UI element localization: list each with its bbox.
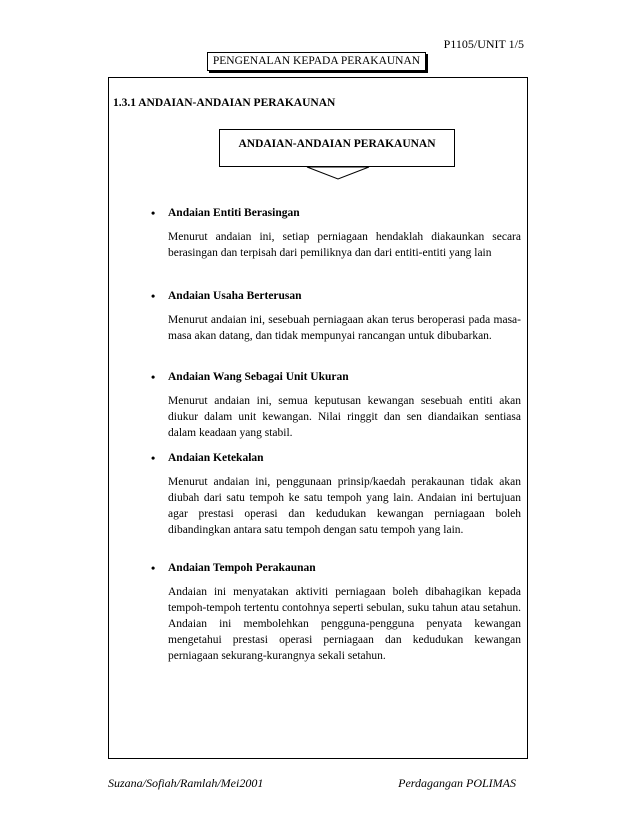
down-arrow-icon (306, 166, 370, 180)
bullet-icon: • (151, 561, 156, 575)
list-item (151, 371, 523, 441)
content-frame (108, 77, 528, 759)
bullet-icon: • (151, 451, 156, 465)
bullet-icon: • (151, 370, 156, 384)
item-heading (151, 562, 523, 574)
item-title: Andaian Entiti Berasingan (168, 207, 300, 219)
item-body: Menurut andaian ini, penggunaan prinsip/kaedah perakaunan tidak akan diubah dari satu tempoh ke satu tempoh yang lain. Andaian ini bertujuan agar prestasi operasi dan kedudukan kewangan perniagaan boleh dibandingkan antara satu tempoh dengan satu tempoh yang lain. (168, 476, 521, 536)
item-body: Menurut andaian ini, sesebuah perniagaan akan terus beroperasi pada masa-masa akan datang, dan tidak mempunyai rancangan untuk dibubarkan. (168, 314, 521, 342)
section-heading: 1.3.1 ANDAIAN-ANDAIAN PERAKAUNAN (113, 97, 336, 109)
item-heading (151, 452, 523, 464)
assumptions-title-box: ANDAIAN-ANDAIAN PERAKAUNAN (219, 129, 455, 167)
item-heading (151, 290, 523, 302)
page-code: P1105/UNIT 1/5 (443, 37, 524, 51)
item-title: Andaian Wang Sebagai Unit Ukuran (168, 371, 349, 383)
item-title: Andaian Tempoh Perakaunan (168, 562, 316, 574)
item-body: Andaian ini menyatakan aktiviti perniagaan boleh dibahagikan kepada tempoh-tempoh tertentu contohnya seperti sebulan, suku tahun atau setahun. Andaian ini membolehkan pengguna-pengguna penyata kewangan mengetahui prestasi operasi perniagaan dan kedudukan kewangan perniagaan sekurang-kurangnya sekali setahun. (168, 586, 521, 662)
unit-title: PENGENALAN KEPADA PERAKAUNAN (207, 52, 426, 71)
item-heading (151, 371, 523, 383)
list-item (151, 562, 523, 664)
item-title: Andaian Ketekalan (168, 452, 264, 464)
list-item (151, 290, 523, 344)
footer-institution: Perdagangan POLIMAS (398, 776, 516, 790)
list-item (151, 452, 523, 538)
item-heading (151, 207, 523, 219)
item-title: Andaian Usaha Berterusan (168, 290, 302, 302)
footer-authors: Suzana/Sofiah/Ramlah/Mei2001 (108, 776, 264, 790)
bullet-icon: • (151, 289, 156, 303)
bullet-icon: • (151, 206, 156, 220)
list-item (151, 207, 523, 261)
item-body: Menurut andaian ini, setiap perniagaan hendaklah diakaunkan secara berasingan dan terpisah dari pemiliknya dan dari entiti-entiti yang lain (168, 231, 521, 259)
item-body: Menurut andaian ini, semua keputusan kewangan sesebuah entiti akan diukur dalam unit kewangan. Nilai ringgit dan sen diandaikan sentiasa dalam keadaan yang stabil. (168, 395, 521, 439)
